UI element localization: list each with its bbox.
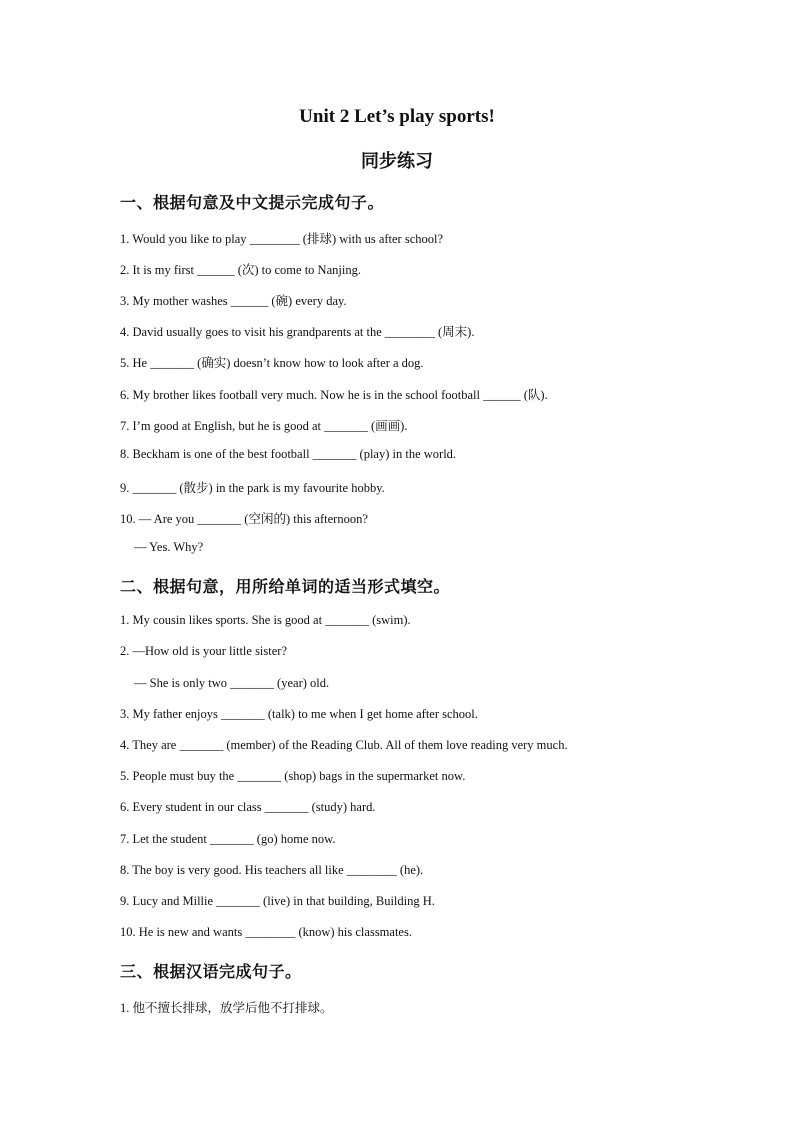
question-1-10-answer-line: — Yes. Why?	[134, 540, 204, 554]
question-1-10: 10. — Are you _______ (空闲的) this afternoon?	[120, 512, 368, 526]
section-heading-2: 二、根据句意，用所给单词的适当形式填空。	[120, 577, 451, 596]
section-heading-3: 三、根据汉语完成句子。	[120, 962, 302, 981]
section-heading-1: 一、根据句意及中文提示完成句子。	[120, 193, 385, 212]
question-2-10: 10. He is new and wants ________ (know) his classmates.	[120, 925, 412, 939]
question-1-9: 9. _______ (散步) in the park is my favourite hobby.	[120, 481, 385, 495]
question-1-1: 1. Would you like to play ________ (排球) with us after school?	[120, 232, 444, 246]
question-2-1: 1. My cousin likes sports. She is good at _______ (swim).	[120, 613, 411, 627]
question-1-5: 5. He _______ (确实) doesn’t know how to look after a dog.	[120, 356, 424, 370]
question-2-5: 5. People must buy the _______ (shop) bags in the supermarket now.	[120, 769, 466, 783]
question-1-4: 4. David usually goes to visit his grandparents at the ________ (周末).	[120, 325, 475, 339]
question-2-2: 2. —How old is your little sister?	[120, 644, 287, 658]
question-2-7: 7. Let the student _______ (go) home now.	[120, 832, 336, 846]
question-1-7: 7. I’m good at English, but he is good at _______ (画画).	[120, 419, 408, 433]
question-2-3: 3. My father enjoys _______ (talk) to me when I get home after school.	[120, 707, 478, 721]
question-2-8: 8. The boy is very good. His teachers all like ________ (he).	[120, 863, 424, 877]
question-2-4: 4. They are _______ (member) of the Reading Club. All of them love reading very much.	[120, 738, 568, 752]
question-2-9: 9. Lucy and Millie _______ (live) in that building, Building H.	[120, 894, 435, 908]
question-1-6: 6. My brother likes football very much. Now he is in the school football ______ (队).	[120, 388, 548, 402]
question-1-2: 2. It is my first ______ (次) to come to Nanjing.	[120, 263, 361, 277]
question-1-8: 8. Beckham is one of the best football _______ (play) in the world.	[120, 447, 457, 461]
question-3-1: 1. 他不擅长排球，放学后他不打排球。	[120, 1001, 333, 1015]
page-subtitle: 同步练习	[361, 151, 433, 172]
question-2-2-answer-line: — She is only two _______ (year) old.	[134, 676, 330, 690]
question-2-6: 6. Every student in our class _______ (study) hard.	[120, 800, 376, 814]
page-title: Unit 2 Let’s play sports!	[299, 106, 495, 127]
question-1-3: 3. My mother washes ______ (碗) every day.	[120, 294, 347, 308]
